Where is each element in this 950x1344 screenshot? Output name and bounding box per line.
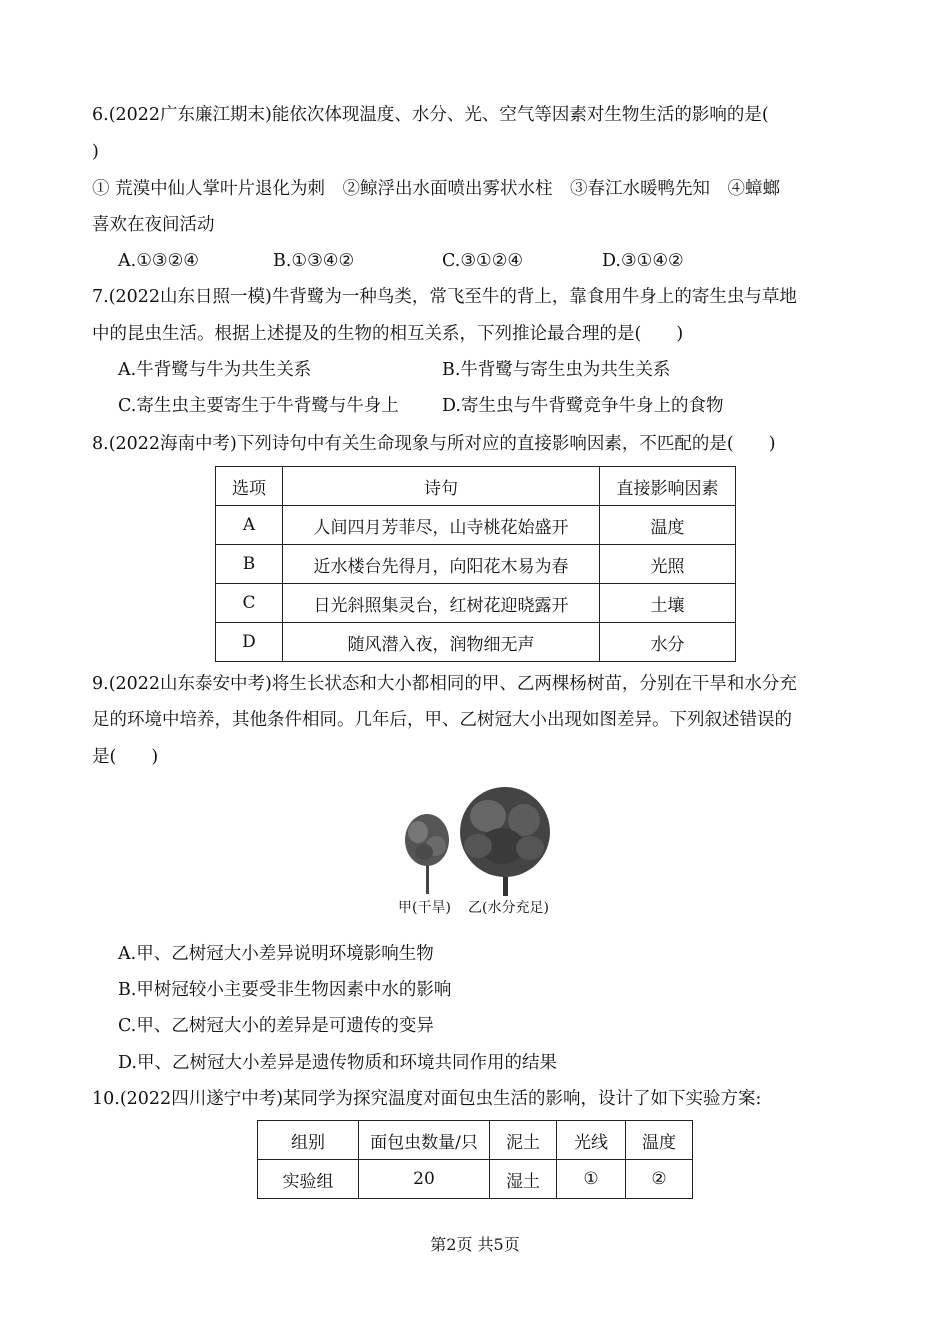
table-header-row — [258, 1121, 693, 1160]
table-cell: 光照 — [600, 545, 736, 584]
q9-option-d: D.甲、乙树冠大小差异是遗传物质和环境共同作用的结果 — [118, 1053, 557, 1073]
q7-stem-line2: 中的昆虫生活。根据上述提及的生物的相互关系，下列推论最合理的是( ) — [92, 324, 684, 344]
table-cell: ① — [557, 1160, 626, 1199]
table-cell: C — [216, 584, 283, 623]
q6-option-b: B.①③④② — [273, 251, 355, 271]
table-header-cell: 光线 — [557, 1121, 626, 1160]
q9-stem-line1: 9.(2022山东泰安中考)将生长状态和大小都相同的甲、乙两棵杨树苗，分别在干旱和水分充 — [92, 674, 797, 694]
caption-drought: 甲(干旱) — [398, 900, 451, 916]
table-header-cell: 泥土 — [490, 1121, 557, 1160]
q10-stem: 10.(2022四川遂宁中考)某同学为探究温度对面包虫生活的影响，设计了如下实验方案: — [92, 1089, 762, 1109]
table-row — [216, 623, 736, 662]
q6-option-c: C.③①②④ — [442, 251, 524, 271]
table-row — [216, 545, 736, 584]
q7-stem-line1: 7.(2022山东日照一模)牛背鹭为一种鸟类，常飞至牛的背上，靠食用牛身上的寄生虫与草地 — [92, 287, 797, 307]
q9-stem-line2: 足的环境中培养，其他条件相同。几年后，甲、乙树冠大小出现如图差异。下列叙述错误的 — [92, 710, 792, 730]
table-cell: 实验组 — [258, 1160, 359, 1199]
table-row — [216, 506, 736, 545]
table-header-cell: 直接影响因素 — [600, 467, 736, 506]
q9-option-b: B.甲树冠较小主要受非生物因素中水的影响 — [118, 980, 452, 1000]
table-cell: 人间四月芳菲尽，山寺桃花始盛开 — [283, 506, 600, 545]
table-cell: 20 — [359, 1160, 490, 1199]
table-header-cell: 面包虫数量/只 — [359, 1121, 490, 1160]
q6-stem-line1: 6.(2022广东廉江期末)能依次体现温度、水分、光、空气等因素对生物生活的影响的是( — [92, 105, 769, 125]
q6-option-d: D.③①④② — [602, 251, 684, 271]
q8-table — [215, 466, 736, 662]
table-cell: D — [216, 623, 283, 662]
q9-option-a: A.甲、乙树冠大小差异说明环境影响生物 — [118, 944, 434, 964]
table-cell: 温度 — [600, 506, 736, 545]
table-header-cell: 选项 — [216, 467, 283, 506]
q10-table — [257, 1120, 693, 1199]
q6-stem-line2: ) — [92, 142, 99, 162]
table-cell: 日光斜照集灵台，红树花迎晓露开 — [283, 584, 600, 623]
table-cell: 随风潜入夜，润物细无声 — [283, 623, 600, 662]
q7-option-b: B.牛背鹭与寄生虫为共生关系 — [442, 360, 671, 380]
page-footer: 第2页 共5页 — [430, 1235, 520, 1254]
q9-stem-line3: 是( ) — [92, 747, 159, 767]
q7-option-a: A.牛背鹭与牛为共生关系 — [118, 360, 312, 380]
caption-watered: 乙(水分充足) — [468, 900, 549, 916]
table-row — [258, 1160, 693, 1199]
q6-items-line2: 喜欢在夜间活动 — [92, 215, 215, 235]
large-tree-well-watered — [460, 787, 550, 896]
table-cell: A — [216, 506, 283, 545]
q8-stem: 8.(2022海南中考)下列诗句中有关生命现象与所对应的直接影响因素，不匹配的是( ) — [92, 434, 776, 454]
table-cell: B — [216, 545, 283, 584]
q7-option-d: D.寄生虫与牛背鹭竞争牛身上的食物 — [442, 396, 724, 416]
table-header-cell: 温度 — [626, 1121, 693, 1160]
table-cell: 土壤 — [600, 584, 736, 623]
table-cell: ② — [626, 1160, 693, 1199]
table-row — [216, 584, 736, 623]
q9-option-c: C.甲、乙树冠大小的差异是可遗传的变异 — [118, 1016, 434, 1036]
table-cell: 水分 — [600, 623, 736, 662]
table-header-row — [216, 467, 736, 506]
table-cell: 湿土 — [490, 1160, 557, 1199]
small-tree-drought — [405, 814, 449, 894]
q7-option-c: C.寄生虫主要寄生于牛背鹭与牛身上 — [118, 396, 399, 416]
table-header-cell: 组别 — [258, 1121, 359, 1160]
table-header-cell: 诗句 — [283, 467, 600, 506]
table-cell: 近水楼台先得月，向阳花木易为春 — [283, 545, 600, 584]
q6-option-a: A.①③②④ — [118, 251, 199, 271]
q6-items-line1: ① 荒漠中仙人掌叶片退化为刺 ②鲸浮出水面喷出雾状水柱 ③春江水暖鸭先知 ④蟑螂 — [92, 179, 781, 199]
